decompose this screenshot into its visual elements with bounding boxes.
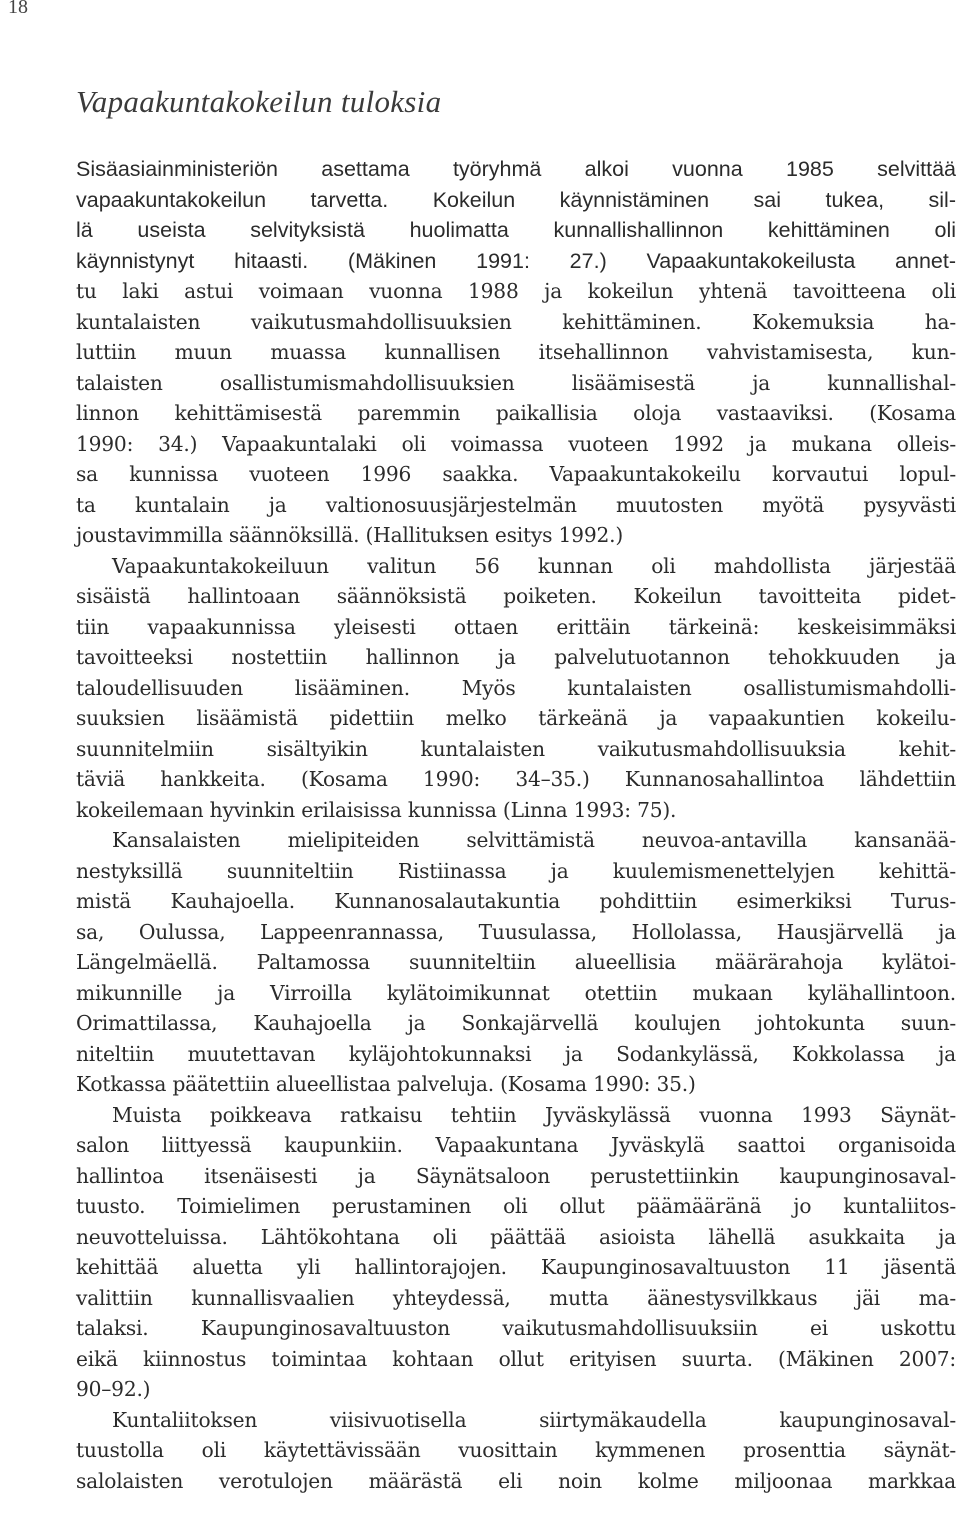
text-line: ta kuntalain ja valtionosuusjärjestelmän muutosten myötä pysyvästi [76, 492, 956, 517]
text-line: Kuntaliitoksen viisivuotisella siirtymäkaudella kaupunginosaval- [112, 1407, 956, 1432]
text-line: sa kunnissa vuoteen 1996 saakka. Vapaakuntakokeilu korvautui lopul- [76, 462, 956, 486]
text-line: käynnistynyt hitaasti. (Mäkinen 1991: 27.) Vapaakuntakokeilusta annet- [76, 248, 956, 273]
text-line: valittiin kunnallisvaalien yhteydessä, mutta äänestysvilkkaus jäi ma- [76, 1285, 956, 1310]
text-line: Kansalaisten mielipiteiden selvittämistä neuvoa-antavilla kansanää- [112, 828, 956, 852]
text-line: lä useista selvityksistä huolimatta kunnallishallinnon kehittäminen oli [76, 218, 956, 242]
text-line: linnon kehittämisestä paremmin paikallisia oloja vastaaviksi. (Kosama [76, 401, 956, 425]
paragraph [76, 1100, 956, 1405]
text-line: sa, Oulussa, Lappeenrannassa, Tuusulassa, Hollolassa, Hausjärvellä ja [76, 919, 956, 944]
text-line: kehittää aluetta yli hallintorajojen. Kaupunginosavaltuuston 11 jäsentä [76, 1255, 956, 1279]
text-line: tavoitteeksi nostettiin hallinnon ja palvelutuotannon tehokkuuden ja [76, 645, 956, 669]
paragraph [76, 1405, 956, 1497]
body-text [76, 154, 956, 1496]
text-line: talaksi. Kaupunginosavaltuuston vaikutusmahdollisuuksiin ei uskottu [76, 1316, 956, 1340]
text-line: tu laki astui voimaan vuonna 1988 ja kokeilun yhtenä tavoitteena oli [76, 279, 956, 303]
text-line: tiin vapaakunnissa yleisesti ottaen erittäin tärkeinä: keskeisimmäksi [76, 614, 956, 639]
text-line: suuksien lisäämistä pidettiin melko tärkeänä ja vapaakuntien kokeilu- [76, 706, 956, 730]
text-line: kokeilemaan hyvinkin erilaisissa kunnissa (Linna 1993: 75). [76, 797, 677, 822]
text-line: 90–92.) [76, 1377, 151, 1401]
text-line: suunnitelmiin sisältyikin kuntalaisten vaikutusmahdollisuuksia kehit- [76, 736, 956, 761]
text-line: 1990: 34.) Vapaakuntalaki oli voimassa vuoteen 1992 ja mukana olleis- [76, 431, 956, 456]
text-line: täviä hankkeita. (Kosama 1990: 34–35.) Kunnanosahallintoa lähdettiin [76, 767, 956, 791]
paragraph [76, 551, 956, 826]
text-line: Vapaakuntakokeiluun valitun 56 kunnan oli mahdollista järjestää [112, 553, 956, 578]
text-line: nestyksillä suunniteltiin Ristiinassa ja kuulemismenettelyjen kehittä- [76, 858, 956, 883]
text-line: tuusto. Toimielimen perustaminen oli ollut päämääränä jo kuntaliitos- [76, 1194, 956, 1218]
text-line: eikä kiinnostus toimintaa kohtaan ollut erityisen suurta. (Mäkinen 2007: [76, 1346, 956, 1371]
paragraph [76, 825, 956, 1100]
section-heading: Vapaakuntakokeilun tuloksia [76, 84, 442, 119]
text-line: mistä Kauhajoella. Kunnanosalautakuntia pohdittiin esimerkiksi Turus- [76, 889, 956, 913]
text-line: kuntalaisten vaikutusmahdollisuuksien kehittäminen. Kokemuksia ha- [76, 309, 956, 334]
text-line: salolaisten verotulojen määrästä eli noin kolme miljoonaa markkaa [76, 1468, 956, 1493]
text-line: niteltiin muutettavan kyläjohtokunnaksi ja Sodankylässä, Kokkolassa ja [76, 1041, 956, 1066]
text-line: luttiin muun muassa kunnallisen itsehallinnon vahvistamisesta, kun- [76, 340, 956, 364]
text-line: salon liittyessä kaupunkiin. Vapaakuntana Jyväskylä saattoi organisoida [76, 1133, 956, 1157]
text-line: talaisten osallistumismahdollisuuksien lisäämisestä ja kunnallishal- [76, 370, 956, 395]
text-line: hallintoa itsenäisesti ja Säynätsaloon perustettiinkin kaupunginosaval- [76, 1163, 956, 1188]
text-line: neuvotteluissa. Lähtökohtana oli päättää asioista lähellä asukkaita ja [76, 1224, 956, 1249]
text-line: Muista poikkeava ratkaisu tehtiin Jyväskylässä vuonna 1993 Säynät- [112, 1102, 956, 1127]
text-line: Kotkassa päätettiin alueellistaa palveluja. (Kosama 1990: 35.) [76, 1072, 696, 1096]
text-line: Sisäasiainministeriön asettama työryhmä alkoi vuonna 1985 selvittää [76, 157, 956, 181]
text-line: sisäistä hallintoaan säännöksistä poiketen. Kokeilun tavoitteita pidet- [76, 584, 956, 608]
text-line: Längelmäellä. Paltamossa suunniteltiin alueellisia määrärahoja kylätoi- [76, 950, 956, 974]
page-number: 18 [8, 0, 28, 18]
text-line: tuustolla oli käytettävissään vuosittain kymmenen prosenttia säynät- [76, 1438, 956, 1462]
text-line: vapaakuntakokeilun tarvetta. Kokeilun käynnistäminen sai tukea, sil- [76, 187, 956, 212]
text-line: Orimattilassa, Kauhajoella ja Sonkajärvellä koulujen johtokunta suun- [76, 1011, 956, 1035]
text-line: taloudellisuuden lisääminen. Myös kuntalaisten osallistumismahdolli- [76, 675, 956, 700]
text-line: mikunnille ja Virroilla kylätoimikunnat otettiin mukaan kylähallintoon. [76, 980, 956, 1005]
text-line: joustavimmilla säännöksillä. (Hallituksen esitys 1992.) [76, 523, 623, 547]
paragraph [76, 154, 956, 551]
